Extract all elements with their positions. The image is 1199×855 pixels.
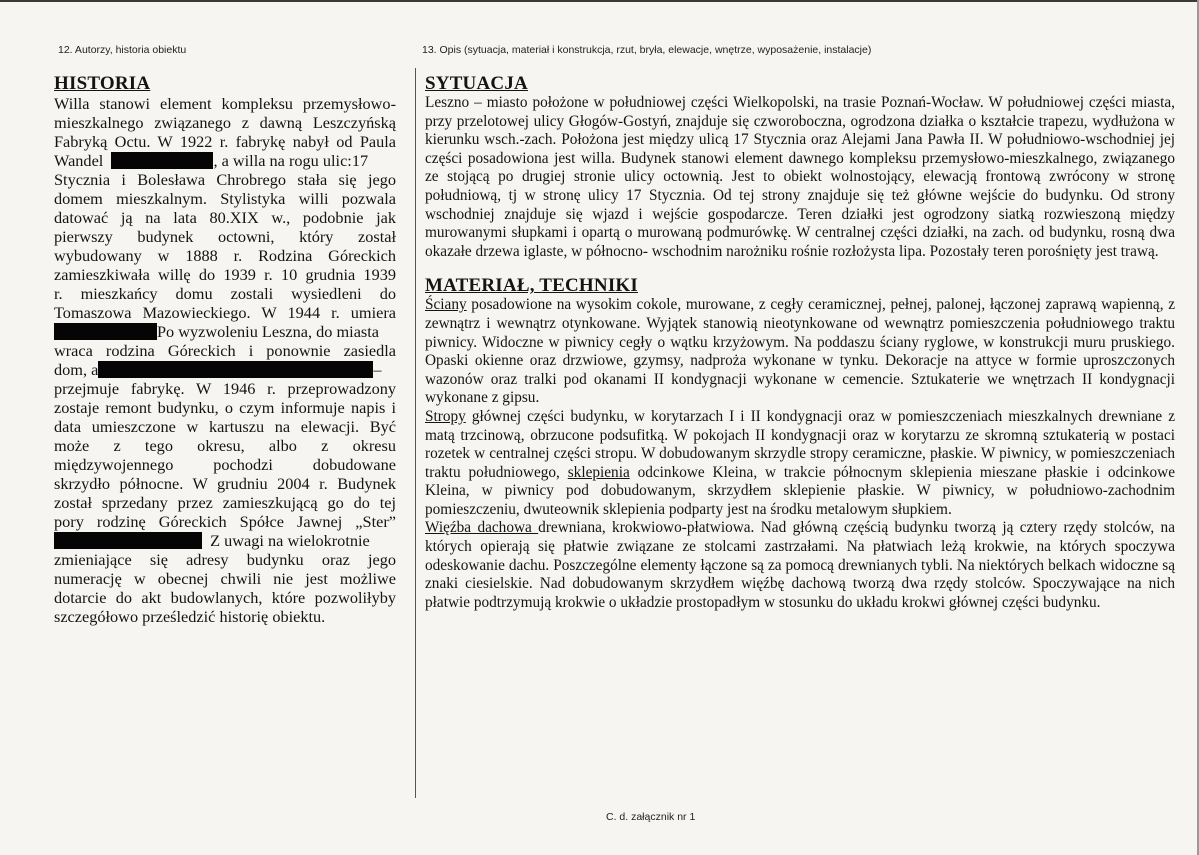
historia-line-start: dom, a xyxy=(54,360,99,379)
stropy-paragraph xyxy=(425,408,1175,520)
historia-line: skrzydło północne. W grudniu 2004 r. Budynek xyxy=(54,474,396,493)
column-divider xyxy=(415,68,416,798)
historia-line: zmieniające się adresy budynku oraz jego xyxy=(54,550,396,569)
historia-line-end: Po wyzwoleniu Leszna, do miasta xyxy=(157,322,380,341)
sklepienia-label: sklepienia xyxy=(567,463,630,481)
redaction-block xyxy=(54,323,157,340)
historia-line: datować ją na lata 80.XIX w., podobnie jak xyxy=(54,208,396,227)
historia-line: międzywojennego pochodzi dobudowane xyxy=(54,455,396,474)
historia-line-end: Z uwagi na wielokrotnie xyxy=(210,531,370,550)
historia-line xyxy=(54,360,396,379)
historia-column xyxy=(54,74,396,626)
historia-line: dotarcie do akt budowlanych, które pozwoliłyby xyxy=(54,588,396,607)
historia-line: wraca rodzina Góreckich i ponownie zasiedla xyxy=(54,341,396,360)
historia-line: numerację w obecnej chwili nie jest możliwe xyxy=(54,569,396,588)
sytuacja-heading: SYTUACJA xyxy=(425,73,528,94)
wiezba-label: Więźba dachowa xyxy=(425,519,539,537)
historia-line: pory rodzinę Góreckich Spółce Jawnej „Ster” xyxy=(54,512,396,531)
historia-line: r. mieszkańcy domu zostali wysiedleni do xyxy=(54,284,396,303)
scan-edge-top xyxy=(0,0,1199,2)
historia-line: data umieszczone w kartuszu na elewacji. Być xyxy=(54,417,396,436)
historia-line xyxy=(54,322,396,341)
stropy-text-b: odcinkowe Kleina, w trakcie północnym sklepienia mieszane płaskie i odcinkowe Kleina, w piwnicy pod dobudowanym, skrzydłem sklepienie płaskie. W piwnicy, w południowo-zachodnim pomieszczeniu, dwuteownik sklepienia podparty jest na środku metalowym słupkiem. xyxy=(425,463,1175,518)
historia-line: przejmuje fabrykę. W 1946 r. przeprowadzony xyxy=(54,379,396,398)
historia-line xyxy=(54,151,396,170)
historia-line-start: Wandel xyxy=(54,151,104,170)
historia-line: szczegółowo prześledzić historię obiektu. xyxy=(54,607,326,626)
redaction-block xyxy=(54,532,202,549)
sytuacja-paragraph: Leszno – miasto położone w południowej części Wielkopolski, na trasie Poznań-Wocław. W południowej części miasta, przy przelotowej ulicy Głogów-Gostyń, znajduje się czworoboczna, ogrodzona działka o kształcie trapezu, wydłużona w kierunku wsch.-zach. Położona jest między ulicą 17 Stycznia oraz Alejami Jana Pawła II. W południowo-wschodniej jej części posadowiona jest willa. Budynek stanowi element dawnego kompleksu przemysłowo-mieszkalnego, związanego ze stojącą po drugiej stronie ulicy octownią. Jest to obiekt wolnostojący, elewacją frontową zwrócony w stronę południową, tj w stronę ulicy 17 Stycznia. Od tej strony znajduje się też główne wejście do budynku. Od strony wschodniej znajduje się wjazd i wejście gospodarcze. Teren działki jest ogrodzony siatką rozwieszoną między murowanymi słupkami i opartą o murowaną podmurówkę. W centralnej części działki, na zach. od budynku, rosną dwa okazałe drzewa iglaste, w północno- wschodnim narożniku rośnie rozłożysta lipa. Pozostały teren porośnięty jest trawą. xyxy=(425,94,1175,260)
historia-line-end: , a willa na rogu ulic:17 xyxy=(213,151,369,170)
header-right: 13. Opis (sytuacja, materiał i konstrukcja, rzut, bryła, elewacje, wnętrze, wyposażenie, instalacje) xyxy=(422,44,872,56)
historia-line-end: – xyxy=(373,360,382,379)
wiezba-text: drewniana, krokwiowo-płatwiowa. Nad główną częścią budynku tworzą ją cztery rzędy stolców, na których opierają się płatwie związane ze stolcami zastrzałami. Na płatwiach leżą krokwie, na których spoczywa odeskowanie dachu. Poszczególne elementy łączone są za pomocą drewnianych tybli. Na niektórych belkach widoczne są znaki ciesielskie. Nad dobudowanym skrzydłem więźbę dachową tworzą dwa rzędy stolców. Spoczywające na nich płatwie podtrzymują krokwie o układzie prostopadłym w stosunku do układu krokwi głównej części budynku. xyxy=(425,519,1175,611)
stropy-label: Stropy xyxy=(425,407,466,425)
footer-note: C. d. załącznik nr 1 xyxy=(606,811,696,823)
header-left: 12. Autorzy, historia obiektu xyxy=(58,44,187,56)
historia-line xyxy=(54,531,396,550)
historia-line: Tomaszowa Mazowieckiego. W 1944 r. umiera xyxy=(54,303,396,322)
historia-line: mieszkalnego związanego z dawną Leszczyńską xyxy=(54,113,396,132)
historia-line: zostaje remont budynku, o czym informuje napis i xyxy=(54,398,396,417)
historia-line: został sprzedany przez zamieszkującą go do tej xyxy=(54,493,396,512)
historia-line: zamieszkiwała willę do 1939 r. 10 grudnia 1939 xyxy=(54,265,396,284)
historia-heading: HISTORIA xyxy=(54,73,151,94)
historia-line: Stycznia i Bolesława Chrobrego stała się jego xyxy=(54,170,396,189)
historia-line: pierwszy budynek octowni, który został xyxy=(54,227,396,246)
historia-line: domem mieszkalnym. Stylistyka willi pozwala xyxy=(54,189,396,208)
redaction-block xyxy=(98,361,373,378)
historia-line: Willa stanowi element kompleksu przemysłowo- xyxy=(54,94,396,113)
historia-line: Fabryką Octu. W 1922 r. fabrykę nabył od Paula xyxy=(54,132,396,151)
historia-line: może z tego okresu, albo z okresu xyxy=(54,436,396,455)
sciany-text: posadowione na wysokim cokole, murowane, z cegły ceramicznej, pełnej, palonej, łączonej zaprawą wapienną, z zewnątrz i wewnątrz otynkowane. Wyjątek stanowią nieotynkowane od wewnątrz pomieszczenia południowego traktu piwnicy. Widoczne w piwnicy cegły o wątku krzyżowym. Na poddaszu ściany ryglowe, w konstrukcji muru pruskiego. Opaski okienne oraz drzwiowe, gzymsy, nadproża wykonane w tynku. Dekoracje na attyce w formie uproszczonych wazonów oraz tralki pod okanami II kondygnacji wykonane w cemencie. Sztukaterie we wnętrzach II kondygnacji wykonane z gipsu. xyxy=(425,296,1175,407)
sciany-paragraph xyxy=(425,296,1175,408)
opis-column xyxy=(425,74,1175,612)
sciany-label: Ściany xyxy=(425,296,467,314)
historia-text xyxy=(54,94,396,626)
material-heading: MATERIAŁ, TECHNIKI xyxy=(425,275,638,297)
wiezba-paragraph xyxy=(425,519,1175,612)
redaction-block xyxy=(111,152,213,169)
historia-line: wybudowany w 1888 r. Rodzina Góreckich xyxy=(54,246,396,265)
stropy-text-a: głównej części budynku, w korytarzach I i II kondygnacji oraz w pomieszczeniach mieszkalnych drewniane z matą trzcinową, obrzucone podsufitką. W pokojach II kondygnacji oraz w korytarzu ze skromną sztukaterią w postaci rozetek w centralnej części stropu. W dobudowanym skrzydle stropy ceramiczne, płaskie. W piwnicy, w pomieszczeniach traktu południowego, xyxy=(425,407,1175,481)
